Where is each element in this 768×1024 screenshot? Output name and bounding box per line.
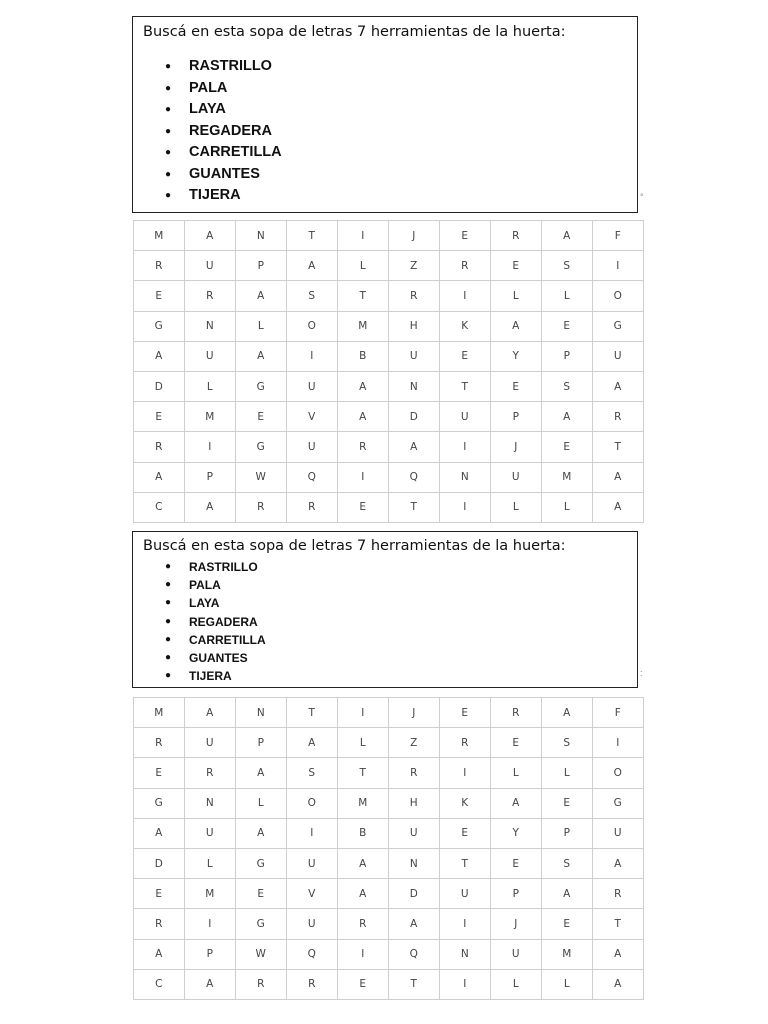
grid-cell: D (389, 402, 440, 432)
grid-cell: I (185, 432, 236, 462)
grid-cell: R (236, 970, 287, 1000)
grid-cell: M (134, 221, 185, 251)
grid-cell: W (236, 463, 287, 493)
grid-cell: M (185, 402, 236, 432)
grid-cell: E (542, 312, 593, 342)
grid-cell: N (185, 789, 236, 819)
instructions-box-2 (132, 531, 638, 688)
grid-cell: O (593, 758, 644, 788)
grid-cell: I (440, 281, 491, 311)
grid-cell: A (134, 463, 185, 493)
grid-cell: E (491, 849, 542, 879)
grid-cell: J (491, 909, 542, 939)
tool-list-item: ● GUANTES (165, 164, 637, 186)
grid-cell: E (134, 758, 185, 788)
grid-cell: A (542, 879, 593, 909)
grid-cell: L (542, 493, 593, 523)
grid-cell: P (185, 940, 236, 970)
grid-cell: I (440, 970, 491, 1000)
tool-list-item: ● TIJERA (165, 667, 637, 685)
grid-cell: T (287, 221, 338, 251)
grid-cell: P (185, 463, 236, 493)
bullet-icon: ● (165, 652, 172, 664)
grid-cell: P (236, 728, 287, 758)
grid-cell: A (185, 493, 236, 523)
grid-cell: U (287, 909, 338, 939)
grid-cell: Z (389, 251, 440, 281)
grid-cell: L (491, 758, 542, 788)
grid-cell: A (542, 698, 593, 728)
tool-list-item: ● PALA (165, 78, 637, 100)
grid-cell: A (491, 312, 542, 342)
grid-cell: T (338, 758, 389, 788)
grid-cell: L (338, 728, 389, 758)
grid-cell: I (338, 698, 389, 728)
grid-cell: N (236, 221, 287, 251)
grid-cell: A (236, 342, 287, 372)
grid-cell: E (338, 970, 389, 1000)
grid-cell: L (542, 970, 593, 1000)
grid-cell: N (440, 940, 491, 970)
grid-cell: E (134, 402, 185, 432)
grid-cell: R (185, 758, 236, 788)
grid-cell: U (287, 849, 338, 879)
bullet-icon: ● (165, 670, 172, 682)
grid-cell: A (491, 789, 542, 819)
grid-cell: R (338, 432, 389, 462)
grid-cell: L (491, 970, 542, 1000)
grid-cell: I (440, 432, 491, 462)
grid-cell: E (542, 909, 593, 939)
bullet-icon: ● (165, 168, 172, 180)
tool-list-item: ● TIJERA (165, 185, 637, 207)
grid-cell: A (542, 221, 593, 251)
grid-cell: T (287, 698, 338, 728)
grid-cell: M (338, 789, 389, 819)
grid-cell: A (389, 909, 440, 939)
grid-cell: I (440, 758, 491, 788)
grid-cell: E (440, 342, 491, 372)
grid-cell: R (389, 281, 440, 311)
grid-cell: D (389, 879, 440, 909)
grid-cell: T (593, 909, 644, 939)
grid-cell: H (389, 789, 440, 819)
grid-cell: R (593, 402, 644, 432)
grid-cell: G (236, 372, 287, 402)
grid-cell: E (134, 281, 185, 311)
grid-cell: M (185, 879, 236, 909)
grid-cell: R (491, 698, 542, 728)
grid-cell: U (287, 372, 338, 402)
bullet-icon: ● (165, 579, 172, 591)
grid-cell: U (185, 728, 236, 758)
tool-list (165, 56, 637, 207)
grid-cell: I (593, 728, 644, 758)
grid-cell: E (491, 728, 542, 758)
tool-list-item: ● PALA (165, 576, 637, 594)
grid-cell: J (491, 432, 542, 462)
grid-cell: U (389, 342, 440, 372)
grid-cell: V (287, 402, 338, 432)
side-mark: : (640, 668, 643, 678)
bullet-icon: ● (165, 104, 172, 115)
grid-cell: N (236, 698, 287, 728)
grid-cell: K (440, 789, 491, 819)
grid-cell: Z (389, 728, 440, 758)
bullet-icon: ● (165, 125, 172, 137)
grid-cell: A (236, 758, 287, 788)
grid-cell: P (542, 819, 593, 849)
bullet-icon: ● (165, 190, 172, 201)
grid-cell: S (542, 251, 593, 281)
grid-cell: H (389, 312, 440, 342)
grid-cell: A (542, 402, 593, 432)
bullet-icon: ● (165, 82, 172, 94)
grid-cell: O (593, 281, 644, 311)
grid-cell: C (134, 970, 185, 1000)
grid-cell: D (134, 372, 185, 402)
grid-cell: L (491, 281, 542, 311)
bullet-icon: ● (165, 615, 172, 627)
grid-cell: I (185, 909, 236, 939)
grid-cell: I (338, 940, 389, 970)
grid-cell: U (593, 819, 644, 849)
grid-cell: I (338, 463, 389, 493)
grid-cell: A (185, 970, 236, 1000)
grid-cell: I (593, 251, 644, 281)
grid-cell: U (491, 463, 542, 493)
grid-cell: R (440, 728, 491, 758)
grid-cell: A (134, 940, 185, 970)
grid-cell: T (593, 432, 644, 462)
bullet-icon: ● (165, 561, 172, 572)
grid-cell: P (236, 251, 287, 281)
grid-cell: I (440, 493, 491, 523)
tool-list-item: ● CARRETILLA (165, 142, 637, 164)
grid-cell: W (236, 940, 287, 970)
grid-cell: G (593, 789, 644, 819)
grid-cell: U (185, 251, 236, 281)
tool-list-item: ● REGADERA (165, 613, 637, 631)
grid-cell: A (236, 281, 287, 311)
grid-cell: B (338, 342, 389, 372)
grid-cell: E (236, 402, 287, 432)
tool-list-item: ● LAYA (165, 99, 637, 121)
grid-cell: A (134, 342, 185, 372)
grid-cell: A (338, 402, 389, 432)
grid-cell: G (236, 849, 287, 879)
grid-cell: A (593, 372, 644, 402)
grid-cell: A (593, 970, 644, 1000)
grid-cell: T (338, 281, 389, 311)
grid-cell: E (542, 789, 593, 819)
grid-cell: T (440, 372, 491, 402)
grid-cell: L (185, 372, 236, 402)
grid-cell: U (185, 342, 236, 372)
side-mark: ° (640, 192, 644, 202)
grid-cell: O (287, 789, 338, 819)
grid-cell: E (440, 819, 491, 849)
grid-cell: G (134, 312, 185, 342)
grid-cell: U (389, 819, 440, 849)
grid-cell: R (287, 970, 338, 1000)
grid-cell: A (593, 493, 644, 523)
instructions-title: Buscá en esta sopa de letras 7 herramientas de la huerta: (143, 24, 566, 40)
grid-cell: R (593, 879, 644, 909)
grid-cell: M (134, 698, 185, 728)
grid-cell: S (542, 849, 593, 879)
grid-cell: M (542, 463, 593, 493)
grid-cell: A (338, 849, 389, 879)
grid-cell: O (287, 312, 338, 342)
grid-cell: S (287, 281, 338, 311)
grid-cell: L (491, 493, 542, 523)
grid-cell: E (134, 879, 185, 909)
bullet-icon: ● (165, 633, 172, 645)
grid-cell: R (134, 432, 185, 462)
grid-cell: P (491, 879, 542, 909)
tool-list (165, 558, 637, 685)
grid-cell: R (134, 728, 185, 758)
grid-cell: G (593, 312, 644, 342)
tool-list-item: ● CARRETILLA (165, 631, 637, 649)
grid-cell: Q (287, 463, 338, 493)
grid-cell: I (287, 819, 338, 849)
grid-cell: M (542, 940, 593, 970)
grid-cell: A (338, 879, 389, 909)
grid-cell: I (287, 342, 338, 372)
bullet-icon: ● (165, 61, 172, 72)
grid-cell: J (389, 221, 440, 251)
grid-cell: S (542, 728, 593, 758)
tool-list-item: ● LAYA (165, 594, 637, 612)
grid-cell: M (338, 312, 389, 342)
grid-cell: U (440, 402, 491, 432)
grid-cell: I (338, 221, 389, 251)
tool-list-item: ● RASTRILLO (165, 558, 637, 576)
grid-cell: R (389, 758, 440, 788)
grid-cell: Y (491, 819, 542, 849)
grid-cell: R (491, 221, 542, 251)
grid-cell: E (440, 221, 491, 251)
grid-cell: E (440, 698, 491, 728)
grid-cell: G (134, 789, 185, 819)
grid-cell: L (338, 251, 389, 281)
grid-cell: L (542, 758, 593, 788)
grid-cell: Q (287, 940, 338, 970)
grid-cell: N (389, 372, 440, 402)
grid-cell: T (440, 849, 491, 879)
word-search-grid-2 (133, 697, 644, 1000)
grid-cell: E (236, 879, 287, 909)
grid-cell: U (287, 432, 338, 462)
grid-cell: B (338, 819, 389, 849)
grid-cell: N (440, 463, 491, 493)
grid-cell: F (593, 221, 644, 251)
tool-list-item: ● RASTRILLO (165, 56, 637, 78)
grid-cell: C (134, 493, 185, 523)
grid-cell: S (542, 372, 593, 402)
grid-cell: R (134, 251, 185, 281)
grid-cell: A (185, 221, 236, 251)
grid-cell: U (440, 879, 491, 909)
word-search-grid-1 (133, 220, 644, 523)
grid-cell: R (440, 251, 491, 281)
grid-cell: A (593, 849, 644, 879)
grid-cell: L (236, 312, 287, 342)
grid-cell: A (287, 251, 338, 281)
grid-cell: U (593, 342, 644, 372)
grid-cell: D (134, 849, 185, 879)
grid-cell: A (389, 432, 440, 462)
grid-cell: E (491, 251, 542, 281)
grid-cell: I (440, 909, 491, 939)
grid-cell: E (491, 372, 542, 402)
grid-cell: E (338, 493, 389, 523)
grid-cell: R (338, 909, 389, 939)
grid-cell: N (389, 849, 440, 879)
grid-cell: F (593, 698, 644, 728)
grid-cell: R (185, 281, 236, 311)
tool-list-item: ● GUANTES (165, 649, 637, 667)
grid-cell: Q (389, 463, 440, 493)
grid-cell: P (542, 342, 593, 372)
grid-cell: R (236, 493, 287, 523)
grid-cell: N (185, 312, 236, 342)
grid-cell: G (236, 432, 287, 462)
grid-cell: L (185, 849, 236, 879)
bullet-icon: ● (165, 597, 172, 609)
grid-cell: A (287, 728, 338, 758)
grid-cell: S (287, 758, 338, 788)
grid-cell: A (593, 463, 644, 493)
grid-cell: T (389, 493, 440, 523)
grid-cell: A (338, 372, 389, 402)
tool-list-item: ● REGADERA (165, 121, 637, 143)
grid-cell: Q (389, 940, 440, 970)
instructions-title: Buscá en esta sopa de letras 7 herramientas de la huerta: (143, 538, 566, 554)
grid-cell: A (593, 940, 644, 970)
instructions-box-1 (132, 16, 638, 213)
grid-cell: U (185, 819, 236, 849)
grid-cell: L (542, 281, 593, 311)
grid-cell: Y (491, 342, 542, 372)
grid-cell: E (542, 432, 593, 462)
grid-cell: A (236, 819, 287, 849)
grid-cell: T (389, 970, 440, 1000)
grid-cell: L (236, 789, 287, 819)
grid-cell: G (236, 909, 287, 939)
grid-cell: P (491, 402, 542, 432)
grid-cell: R (134, 909, 185, 939)
grid-cell: U (491, 940, 542, 970)
grid-cell: A (134, 819, 185, 849)
grid-cell: V (287, 879, 338, 909)
grid-cell: R (287, 493, 338, 523)
grid-cell: J (389, 698, 440, 728)
grid-cell: K (440, 312, 491, 342)
bullet-icon: ● (165, 147, 172, 158)
grid-cell: A (185, 698, 236, 728)
